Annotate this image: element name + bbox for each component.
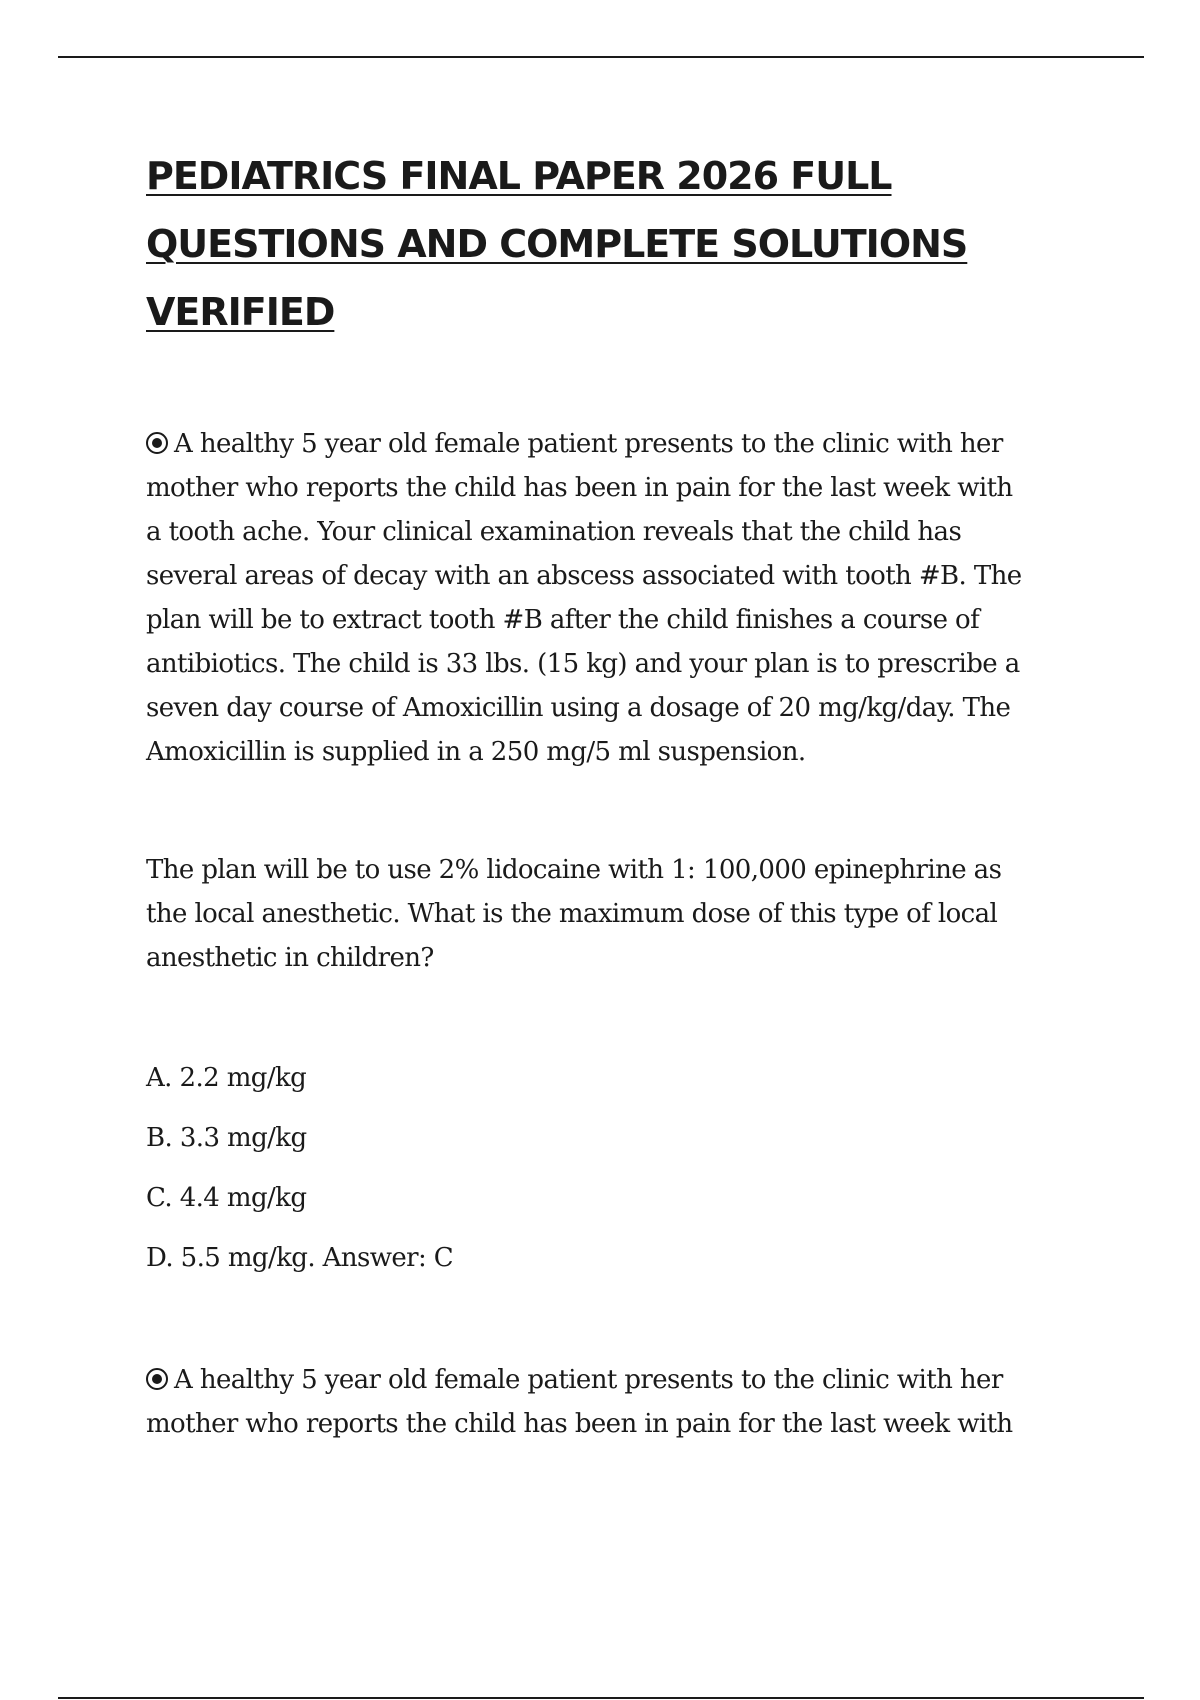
radio-bullet-icon xyxy=(146,432,168,454)
prompt-line: The plan will be to use 2% lidocaine with 1: 100,000 epinephrine as xyxy=(146,855,1002,885)
prompt-line: the local anesthetic. What is the maximum dose of this type of local xyxy=(146,899,998,929)
option-b: B. 3.3 mg/kg xyxy=(146,1123,307,1153)
stem-line: plan will be to extract tooth #B after the child finishes a course of xyxy=(146,605,980,635)
question-1-stem xyxy=(146,422,1096,774)
line-1 xyxy=(146,1365,1003,1395)
question-1-prompt xyxy=(146,848,1096,980)
line-1 xyxy=(146,429,1003,459)
bottom-rule xyxy=(58,1697,1144,1699)
question-2-stem xyxy=(146,1358,1096,1446)
option-d-with-answer: D. 5.5 mg/kg. Answer: C xyxy=(146,1243,454,1273)
stem-line: mother who reports the child has been in pain for the last week with xyxy=(146,473,1013,503)
option-c: C. 4.4 mg/kg xyxy=(146,1183,307,1213)
title-line-3: VERIFIED xyxy=(146,290,335,334)
stem-line: Amoxicillin is supplied in a 250 mg/5 ml suspension. xyxy=(146,737,806,767)
stem-line: several areas of decay with an abscess associated with tooth #B. The xyxy=(146,561,1022,591)
stem-line: mother who reports the child has been in pain for the last week with xyxy=(146,1409,1013,1439)
option-a: A. 2.2 mg/kg xyxy=(146,1063,307,1093)
stem-line: A healthy 5 year old female patient presents to the clinic with her xyxy=(174,429,1003,459)
title-line-1: PEDIATRICS FINAL PAPER 2026 FULL xyxy=(146,154,892,198)
answer-options xyxy=(146,1056,1096,1296)
stem-line: antibiotics. The child is 33 lbs. (15 kg) and your plan is to prescribe a xyxy=(146,649,1020,679)
stem-line: A healthy 5 year old female patient presents to the clinic with her xyxy=(174,1365,1003,1395)
title-line-2: QUESTIONS AND COMPLETE SOLUTIONS xyxy=(146,222,968,266)
document-title xyxy=(146,142,1106,346)
prompt-line: anesthetic in children? xyxy=(146,943,434,973)
stem-line: a tooth ache. Your clinical examination reveals that the child has xyxy=(146,517,962,547)
stem-line: seven day course of Amoxicillin using a dosage of 20 mg/kg/day. The xyxy=(146,693,1011,723)
top-rule xyxy=(58,56,1144,58)
radio-bullet-icon xyxy=(146,1368,168,1390)
